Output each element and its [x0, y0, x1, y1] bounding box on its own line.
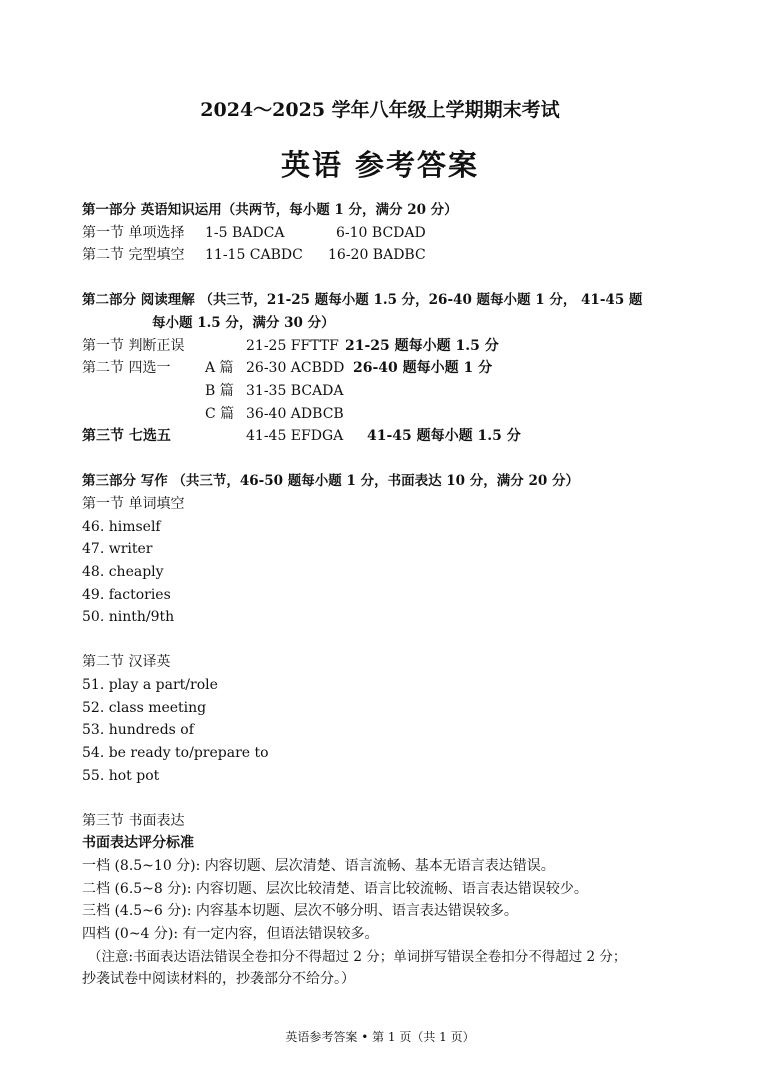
part1-s2-answer-a: 11-15 CABDC [205, 247, 303, 263]
part1-s1-label: 第一节 单项选择 [82, 225, 185, 241]
criteria-item: 四档 (0~4 分): 有一定内容，但语法错误较多。 [82, 926, 379, 942]
criteria-item: 二档 (6.5~8 分): 内容切题、层次比较清楚、语言比较流畅、语言表达错误较少。 [82, 881, 588, 897]
part2-s3-answer: 41-45 EFDGA [246, 428, 344, 444]
part3-s3-label: 第三节 书面表达 [82, 813, 185, 829]
part3-heading: 第三部分 写作 （共三节，46-50 题每小题 1 分，书面表达 10 分，满分 20 分） [82, 473, 579, 489]
part2-s1-note: 21-25 题每小题 1.5 分 [345, 338, 499, 354]
note-line: 抄袭试卷中阅读材料的，抄袭部分不给分。） [82, 971, 355, 987]
part2-s3-label: 第三节 七选五 [82, 428, 171, 444]
list-item: 50. ninth/9th [82, 609, 175, 625]
list-item: 46. himself [82, 519, 161, 535]
part2-s3-note: 41-45 题每小题 1.5 分 [367, 428, 521, 444]
note-line: （注意:书面表达语法错误全卷扣分不得超过 2 分；单词拼写错误全卷扣分不得超过 2 分； [88, 949, 627, 965]
part2-heading: 第二部分 阅读理解 （共三节，21-25 题每小题 1.5 分，26-40 题每小题 1 分， 41-45 题 [82, 292, 643, 308]
part1-s2-answer-b: 16-20 BADBC [328, 247, 426, 263]
part1-s2-label: 第二节 完型填空 [82, 247, 185, 263]
part1-heading: 第一部分 英语知识运用（共两节，每小题 1 分，满分 20 分） [82, 202, 458, 218]
part2-s1-answer: 21-25 FFTTF [246, 338, 339, 354]
list-item: 48. cheaply [82, 564, 164, 580]
part2-s2-b-tag: B 篇 [205, 383, 234, 399]
subject-title: 英语 参考答案 [280, 148, 480, 182]
part1-s1-answer-b: 6-10 BCDAD [336, 225, 426, 241]
page-footer: 英语参考答案 • 第 1 页（共 1 页） [285, 1030, 475, 1044]
part2-s2-c-answer: 36-40 ADBCB [246, 406, 344, 422]
part3-s2-label: 第二节 汉译英 [82, 654, 171, 670]
part2-s2-a-answer: 26-30 ACBDD [246, 360, 345, 376]
list-item: 47. writer [82, 541, 153, 557]
part2-s2-c-tag: C 篇 [205, 406, 235, 422]
list-item: 55. hot pot [82, 768, 160, 784]
list-item: 49. factories [82, 587, 171, 603]
list-item: 52. class meeting [82, 700, 207, 716]
part2-s2-a-tag: A 篇 [205, 360, 234, 376]
part3-s1-label: 第一节 单词填空 [82, 496, 185, 512]
part1-s1-answer-a: 1-5 BADCA [205, 225, 285, 241]
list-item: 53. hundreds of [82, 722, 194, 738]
criteria-item: 一档 (8.5~10 分): 内容切题、层次清楚、语言流畅、基本无语言表达错误。 [82, 858, 555, 874]
list-item: 54. be ready to/prepare to [82, 745, 269, 761]
part2-s1-label: 第一节 判断正误 [82, 338, 185, 354]
part2-s2-note: 26-40 题每小题 1 分 [353, 360, 493, 376]
part2-s2-b-answer: 31-35 BCADA [246, 383, 344, 399]
part2-heading-cont: 每小题 1.5 分，满分 30 分） [152, 315, 335, 331]
part2-s2-label: 第二节 四选一 [82, 360, 171, 376]
criteria-title: 书面表达评分标准 [82, 835, 194, 851]
criteria-item: 三档 (4.5~6 分): 内容基本切题、层次不够分明、语言表达错误较多。 [82, 903, 518, 919]
list-item: 51. play a part/role [82, 677, 218, 693]
exam-title: 2024～2025 学年八年级上学期期末考试 [200, 99, 560, 121]
